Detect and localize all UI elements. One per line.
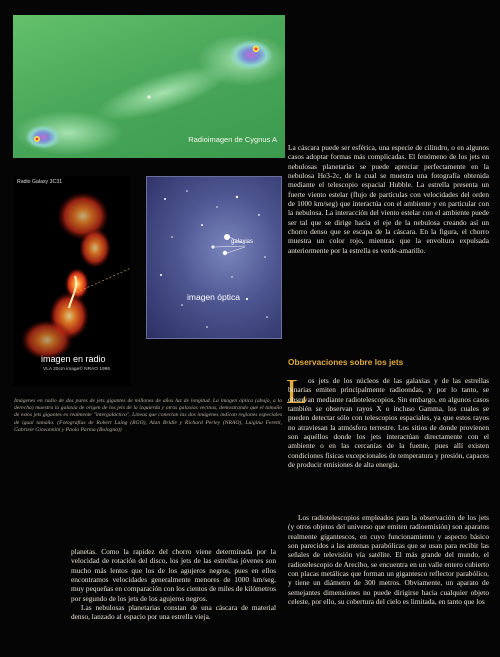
radio-image-label: imagen en radio — [41, 354, 106, 364]
left-column-bottom — [71, 547, 276, 622]
section-title: Observaciones sobre los jets — [288, 357, 404, 367]
paragraph-jets: os jets de los núcleos de las galaxias y de las estrellas binarias emiten principalmente radioondas, y por lo tanto, se observan mediante radiotelescopios. Sin embargo, en algunos casos también se observan rayos X o incluso Gamma, los cuales se pueden detectar sólo con telescopios espaciales, ya que estos rayos no atraviesan la atmósfera terrestre. Los sitios de donde provienen son aquéllos donde los jets interactúan directamente con el ambiente o en las cercanías de la fuente, pues allí existen condiciones físicas excepcionales de temperatura y presión, capaces de producir emisiones de alta energía. — [288, 376, 489, 470]
right-column-top — [288, 143, 489, 255]
drop-cap: L — [286, 372, 308, 411]
galaxias-label: galaxias — [230, 239, 253, 245]
paragraph-radiotelescopios: Los radiotelescopios empleados para la observación de los jets (y otros objetos del universo que emiten radioemisión) son aparatos realmente gigantescos, en cuyo funcionamiento y aspecto básico son parecidos a las antenas parabólicas que se usan para recibir las señales de televisión vía satélite. El más grande del mundo, el radiotelescopio de Arecibo, se encuentra en un valle entero cubierto con placas metálicas que forman un gigantesco reflector parabólico, y tiene un diámetro de 300 metros. Obviamente, un aparato de semejantes dimensiones no puede dirigirse hacia cualquier objeto celeste, por ello, su cobertura del cielo es limitada, en tanto que los — [288, 513, 489, 607]
paragraph-nebulosas: La cáscara puede ser esférica, una especie de cilindro, o en algunos casos adoptar formas más complicadas. El fenómeno de los jets en nebulosas planetarias se puede apreciar perfectamente en la nebulosa He3-2c, de la cual se muestra una fotografía obtenida mediante el telescopio espacial Hubble. La estrella presenta un fuerte viento estelar (flujo de partículas con velocidades del orden de 1000 km/seg) que interactúa con el ambiente y en particular con la nebulosa. La interacción del viento estelar con el ambiente puede ser tal que se dirige hacia el eje de la nebulosa creando así un chorro denso que se escapa de la cáscara. En la figura, el chorro muestra un color rojo, mientras que la envoltura expulsada anteriormente por la estrella es verde-amarillo. — [288, 143, 489, 255]
optical-image-label: imagen óptica — [187, 292, 240, 302]
radio-galaxy-label: Radio Galaxy 3C31 — [17, 179, 62, 185]
paragraph-planetas: planetas. Como la rapidez del chorro viene determinada por la velocidad de rotación del disco, los jets de las estrellas jóvenes son mucho más lentos que los de los agujeros negros, pues en ellos encontramos velocidades generalmente menores de 1000 km/seg, muy pequeñas en comparación con los cientos de miles de kilómetros por segundo de los jets de los agujeros negros. — [71, 547, 276, 603]
paragraph-nebulosas-planetarias: Las nebulosas planetarias constan de una cáscara de material denso, lanzado al espacio por una estrella vieja. — [71, 603, 276, 622]
optical-image — [146, 176, 282, 339]
cygnus-caption: Radioimagen de Cygnus A — [188, 135, 277, 144]
cygnus-a-radio-image — [13, 15, 285, 158]
right-column-middle — [286, 372, 489, 470]
radio-galaxy-image — [13, 176, 131, 386]
figure-caption: Imágenes en radio de dos pares de jets gigantes de millones de años luz de longitud. La imagen óptica (abajo, a la derecha) muestra la galaxia de origen de los jets de la izquierda y otras galaxias vecinas, demostrando que el tamaño de estos jets gigantes es realmente "intergaláctico". Líneas que conectan las dos imágenes indican regiones especiales de igual tamaño. (Fotografías de Robert Laing (RGO), Alan Bridle y Richard Perley (NRAO), Luigina Feretti, Gabriele Giovannini y Paola Parma (Bologna)) — [14, 398, 282, 433]
right-column-bottom — [288, 513, 489, 606]
radio-image-credit: VLA 20cm image© NRAO 1996 — [43, 367, 110, 372]
